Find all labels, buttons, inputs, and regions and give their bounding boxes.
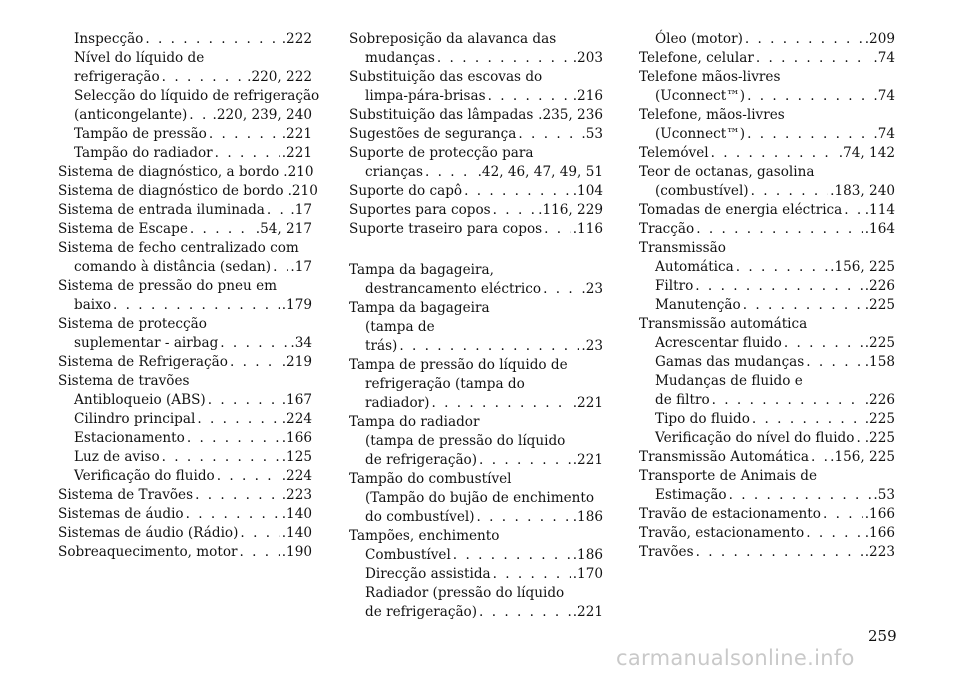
index-term: (Uconnect™) [655, 88, 746, 104]
dot-leader [493, 565, 571, 584]
index-term: Substituição das lâmpadas [349, 107, 534, 123]
dot-leader [162, 68, 245, 87]
dot-leader [230, 353, 280, 372]
index-entry [58, 277, 312, 296]
dot-leader [806, 524, 863, 543]
index-entry [639, 296, 895, 315]
index-entry [639, 486, 895, 505]
index-term: Mudanças de fluido e [655, 373, 803, 389]
index-term: de refrigeração) [365, 452, 478, 468]
dot-leader [189, 106, 210, 125]
dot-leader [113, 296, 280, 315]
page-reference: .170 [572, 566, 603, 582]
index-term: Luz de aviso [74, 449, 160, 465]
page-number: 259 [868, 627, 897, 645]
dot-leader [711, 144, 837, 163]
dot-leader [535, 106, 536, 125]
index-term: Verificação do nível do fluido [655, 430, 855, 446]
index-term: Transmissão Automática [639, 449, 809, 465]
index-term: Travão de estacionamento [639, 506, 821, 522]
index-entry [349, 318, 603, 337]
index-entry [639, 543, 895, 562]
page-reference: .166 [864, 525, 895, 541]
index-column-1 [58, 30, 320, 562]
index-term: Suporte traseiro para copos [349, 221, 543, 237]
index-term: Acrescentar fluido [655, 335, 782, 351]
index-entry [639, 410, 895, 429]
index-column-3 [639, 30, 895, 562]
index-entry [58, 144, 312, 163]
index-entry [58, 87, 320, 106]
page-reference: .17 [290, 202, 312, 218]
index-entry [58, 68, 312, 87]
dot-leader [747, 125, 871, 144]
index-term: Tracção [639, 221, 695, 237]
page-reference: .54, 217 [255, 221, 312, 237]
index-entry [349, 337, 603, 356]
dot-leader [197, 410, 279, 429]
dot-leader [162, 448, 280, 467]
index-entry [639, 505, 895, 524]
index-entry [58, 182, 318, 201]
page-reference: .222 [281, 31, 312, 47]
dot-leader [743, 296, 863, 315]
index-entry [349, 280, 603, 299]
page-reference: .190 [281, 544, 312, 560]
index-term: Filtro [655, 278, 694, 294]
index-entry [639, 448, 895, 467]
index-term: Tomadas de energia eléctrica [639, 202, 843, 218]
dot-leader [477, 508, 571, 527]
index-entry [639, 87, 895, 106]
index-term: radiador) [365, 395, 430, 411]
index-entry [639, 258, 895, 277]
index-entry [639, 372, 895, 391]
index-entry [58, 391, 312, 410]
page-reference: .220, 222 [247, 69, 312, 85]
index-term: Tipo do fluido [655, 411, 750, 427]
index-entry [349, 394, 603, 413]
index-entry [349, 87, 603, 106]
page-reference: .74 [873, 88, 895, 104]
index-term: Transporte de Animais de [639, 468, 817, 484]
index-entry [639, 220, 895, 239]
index-term: Sobreaquecimento, motor [58, 544, 238, 560]
dot-leader [696, 220, 863, 239]
index-entry [349, 470, 603, 489]
index-entry [58, 353, 312, 372]
dot-leader [186, 505, 280, 524]
dot-leader [187, 429, 280, 448]
index-entry [58, 201, 312, 220]
dot-leader [488, 87, 571, 106]
dot-leader [712, 391, 863, 410]
index-entry [58, 543, 312, 562]
page-reference: .223 [281, 487, 312, 503]
index-entry [639, 49, 895, 68]
index-term: Travão, estacionamento [639, 525, 805, 541]
index-term: (anticongelante) [74, 107, 188, 123]
index-term: baixo [74, 297, 112, 313]
index-entry [639, 391, 895, 410]
index-term: (Uconnect™) [655, 126, 746, 142]
dot-leader [195, 486, 280, 505]
page-reference: .116, 229 [538, 202, 603, 218]
index-entry [639, 315, 895, 334]
index-term: Suportes para copos [349, 202, 491, 218]
index-term: mudanças [365, 50, 435, 66]
page-reference: .23 [581, 281, 603, 297]
dot-leader [493, 201, 536, 220]
index-entry [58, 239, 312, 258]
page-reference: .221 [572, 395, 603, 411]
page-reference: .166 [864, 506, 895, 522]
page-reference: .219 [281, 354, 312, 370]
index-term: de filtro [655, 392, 710, 408]
index-entry [349, 432, 603, 451]
index-term: Sugestões de segurança [349, 126, 517, 142]
index-term: refrigeração [74, 69, 160, 85]
index-entry [58, 429, 312, 448]
dot-leader [518, 125, 579, 144]
index-entry [349, 451, 603, 470]
index-entry [349, 527, 603, 546]
index-entry [639, 429, 895, 448]
index-entry [349, 201, 603, 220]
index-entry [349, 125, 603, 144]
dot-leader [208, 391, 280, 410]
index-term: Sistema de pressão do pneu em [58, 278, 278, 294]
index-term: Sistema de travões [58, 373, 190, 389]
page-reference: .226 [864, 392, 895, 408]
page-reference: .221 [572, 604, 603, 620]
page-reference: .224 [281, 411, 312, 427]
index-entry [58, 505, 312, 524]
index-entry [58, 410, 312, 429]
index-entry [639, 68, 895, 87]
index-entry [349, 220, 603, 239]
dot-leader [220, 334, 288, 353]
index-entry [349, 30, 603, 49]
index-entry [639, 163, 895, 182]
dot-leader [736, 258, 828, 277]
page-reference: .209 [864, 31, 895, 47]
index-entry [58, 220, 312, 239]
index-entry [58, 524, 312, 543]
index-entry [639, 524, 895, 543]
index-entry [349, 144, 603, 163]
index-term: Tampa da bagageira [349, 300, 490, 316]
index-entry [349, 49, 603, 68]
index-entry [639, 106, 895, 125]
index-term: Transmissão automática [639, 316, 808, 332]
index-term: de refrigeração) [365, 604, 478, 620]
page-reference: .179 [281, 297, 312, 313]
index-entry [639, 239, 895, 258]
dot-leader [464, 182, 571, 201]
index-term: Sistema de entrada iluminada [58, 202, 265, 218]
page-reference: .224 [281, 468, 312, 484]
index-entry [58, 258, 312, 277]
page-reference: .221 [281, 145, 312, 161]
dot-leader [756, 49, 872, 68]
index-entry [58, 296, 312, 315]
dot-leader [425, 163, 476, 182]
index-entry [58, 49, 312, 68]
page-reference: .223 [864, 544, 895, 560]
page-reference: .158 [864, 354, 895, 370]
page-reference: .221 [572, 452, 603, 468]
index-entry [349, 182, 603, 201]
index-term: Cilindro principal [74, 411, 196, 427]
dot-leader [811, 448, 828, 467]
index-term: Sistema de diagnóstico, a bordo [58, 164, 280, 180]
index-entry [349, 489, 603, 508]
page-reference: .74 [873, 50, 895, 66]
index-entry [58, 163, 312, 182]
page-reference: .17 [290, 259, 312, 275]
dot-leader [431, 394, 570, 413]
index-entry [58, 372, 312, 391]
index-term: Sistema de Escape [58, 221, 188, 237]
index-entry [349, 356, 603, 375]
dot-leader [217, 467, 280, 486]
index-term: Inspecção [74, 31, 144, 47]
page-reference: .104 [572, 183, 603, 199]
index-entry [639, 353, 895, 372]
index-entry [349, 261, 603, 280]
page-reference: .34 [290, 335, 312, 351]
index-term: Telefone, celular [639, 50, 754, 66]
dot-leader [752, 410, 863, 429]
page-reference: .74, 142 [838, 145, 895, 161]
section-spacer [349, 239, 603, 261]
index-term: Estimação [655, 487, 727, 503]
dot-leader [215, 144, 280, 163]
index-term: Suporte do capô [349, 183, 463, 199]
index-term: Sistemas de áudio (Rádio) [58, 525, 239, 541]
index-entry [58, 106, 312, 125]
index-term: comando à distância (sedan) [74, 259, 272, 275]
index-entry [349, 299, 603, 318]
index-term: Sistema de protecção [58, 316, 207, 332]
dot-leader [240, 524, 279, 543]
index-entry [639, 144, 895, 163]
dot-leader [479, 451, 571, 470]
index-entry [349, 375, 603, 394]
index-entry [639, 334, 895, 353]
dot-leader [751, 182, 829, 201]
index-term: Sistemas de áudio [58, 506, 184, 522]
dot-leader [453, 546, 571, 565]
dot-leader [399, 337, 579, 356]
index-entry [639, 125, 895, 144]
index-term: Tampa da bagageira, [349, 262, 494, 278]
index-term: Nível do líquido de [74, 50, 205, 66]
index-entry [349, 163, 603, 182]
index-term: Teor de octanas, gasolina [639, 164, 815, 180]
index-term: refrigeração (tampa do [365, 376, 525, 392]
index-term: Telemóvel [639, 145, 709, 161]
index-term: do combustível) [365, 509, 475, 525]
index-term: trás) [365, 338, 398, 354]
dot-leader [267, 201, 289, 220]
index-entry [349, 603, 603, 622]
index-term: Manutenção [655, 297, 741, 313]
index-entry [58, 30, 312, 49]
index-term: (Tampão do bujão de enchimento [365, 490, 595, 506]
page-reference: .156, 225 [830, 259, 895, 275]
page-reference: .53 [873, 487, 895, 503]
page-reference: .220, 239, 240 [212, 107, 312, 123]
page-reference: .116 [572, 221, 603, 237]
page-reference: .225 [864, 335, 895, 351]
index-term: Direcção assistida [365, 566, 491, 582]
index-entry [639, 201, 895, 220]
index-entry [639, 30, 895, 49]
page-reference: .210 [287, 183, 318, 199]
index-term: limpa-pára-brisas [365, 88, 486, 104]
index-entry [58, 315, 312, 334]
index-term: Tampa do radiador [349, 414, 480, 430]
page-reference: .166 [281, 430, 312, 446]
dot-leader [747, 87, 871, 106]
page-reference: .156, 225 [830, 449, 895, 465]
index-term: Verificação do fluido [74, 468, 215, 484]
index-term: Óleo (motor) [655, 31, 743, 47]
index-term: Tampões, enchimento [349, 528, 500, 544]
index-term: Combustível [365, 547, 451, 563]
index-column-2 [349, 30, 603, 622]
page-reference: .235, 236 [538, 107, 603, 123]
page-reference: .140 [281, 506, 312, 522]
index-entry [349, 565, 603, 584]
page-reference: .186 [572, 547, 603, 563]
index-term: Sistema de diagnóstico de bordo [58, 183, 284, 199]
index-entry [349, 584, 603, 603]
index-term: Tampa de pressão do líquido de [349, 357, 568, 373]
page-reference: .74 [873, 126, 895, 142]
index-entry [58, 334, 312, 353]
dot-leader [856, 429, 862, 448]
index-entry [349, 546, 603, 565]
index-term: Sobreposição da alavanca das [349, 31, 557, 47]
index-term: suplementar - airbag [74, 335, 219, 351]
index-term: Estacionamento [74, 430, 185, 446]
index-term: Gamas das mudanças [655, 354, 805, 370]
page-reference: .221 [281, 126, 312, 142]
page-reference: .114 [864, 202, 895, 218]
page-reference: .125 [281, 449, 312, 465]
dot-leader [729, 486, 872, 505]
index-entry [58, 486, 312, 505]
index-term: Telefone mãos-livres [639, 69, 781, 85]
index-term: Tampão do radiador [74, 145, 213, 161]
index-entry [349, 106, 603, 125]
page-reference: .216 [572, 88, 603, 104]
index-term: Travões [639, 544, 694, 560]
index-term: Transmissão [639, 240, 726, 256]
index-term: Sistema de Refrigeração [58, 354, 228, 370]
page-reference: .210 [283, 164, 314, 180]
dot-leader [695, 277, 862, 296]
dot-leader [806, 353, 862, 372]
dot-leader [273, 258, 288, 277]
page-reference: .226 [864, 278, 895, 294]
index-term: Telefone, mãos-livres [639, 107, 785, 123]
index-entry [639, 182, 895, 201]
page-reference: .203 [572, 50, 603, 66]
page-reference: .164 [864, 221, 895, 237]
dot-leader [844, 201, 862, 220]
index-term: destrancamento eléctrico [365, 281, 542, 297]
page-reference: .186 [572, 509, 603, 525]
page-reference: .225 [864, 297, 895, 313]
dot-leader [745, 30, 863, 49]
dot-leader [544, 220, 571, 239]
index-term: Tampão do combustível [349, 471, 512, 487]
index-entry [639, 467, 895, 486]
dot-leader [784, 334, 863, 353]
page-reference: .183, 240 [830, 183, 895, 199]
dot-leader [145, 30, 279, 49]
index-entry [639, 277, 895, 296]
index-term: Radiador (pressão do líquido [365, 585, 565, 601]
index-term: Sistema de Travões [58, 487, 194, 503]
index-entry [58, 448, 312, 467]
index-term: (tampa de pressão do líquido [365, 433, 566, 449]
index-term: (tampa de [365, 319, 435, 335]
index-entry [58, 467, 312, 486]
dot-leader [696, 543, 863, 562]
dot-leader [823, 505, 863, 524]
dot-leader [240, 543, 280, 562]
index-term: Selecção do líquido de refrigeração [74, 88, 320, 104]
index-term: Antibloqueio (ABS) [74, 392, 206, 408]
dot-leader [190, 220, 254, 239]
index-term: (combustível) [655, 183, 749, 199]
dot-leader [479, 603, 571, 622]
index-entry [349, 508, 603, 527]
page-reference: .140 [281, 525, 312, 541]
page-reference: .53 [581, 126, 603, 142]
index-entry [58, 125, 312, 144]
dot-leader [437, 49, 571, 68]
index-term: crianças [365, 164, 424, 180]
index-term: Suporte de protecção para [349, 145, 534, 161]
index-term: Sistema de fecho centralizado com [58, 240, 299, 256]
dot-leader [209, 125, 280, 144]
page-reference: .225 [864, 430, 895, 446]
page-reference: .42, 46, 47, 49, 51 [477, 164, 603, 180]
index-term: Tampão de pressão [74, 126, 207, 142]
watermark-text: carmanualsonline.info [616, 646, 855, 670]
index-term: Automática [655, 259, 734, 275]
dot-leader [543, 280, 579, 299]
index-entry [349, 68, 603, 87]
page-reference: .23 [581, 338, 603, 354]
page-reference: .167 [281, 392, 312, 408]
page-reference: .225 [864, 411, 895, 427]
index-term: Substituição das escovas do [349, 69, 543, 85]
index-entry [349, 413, 603, 432]
